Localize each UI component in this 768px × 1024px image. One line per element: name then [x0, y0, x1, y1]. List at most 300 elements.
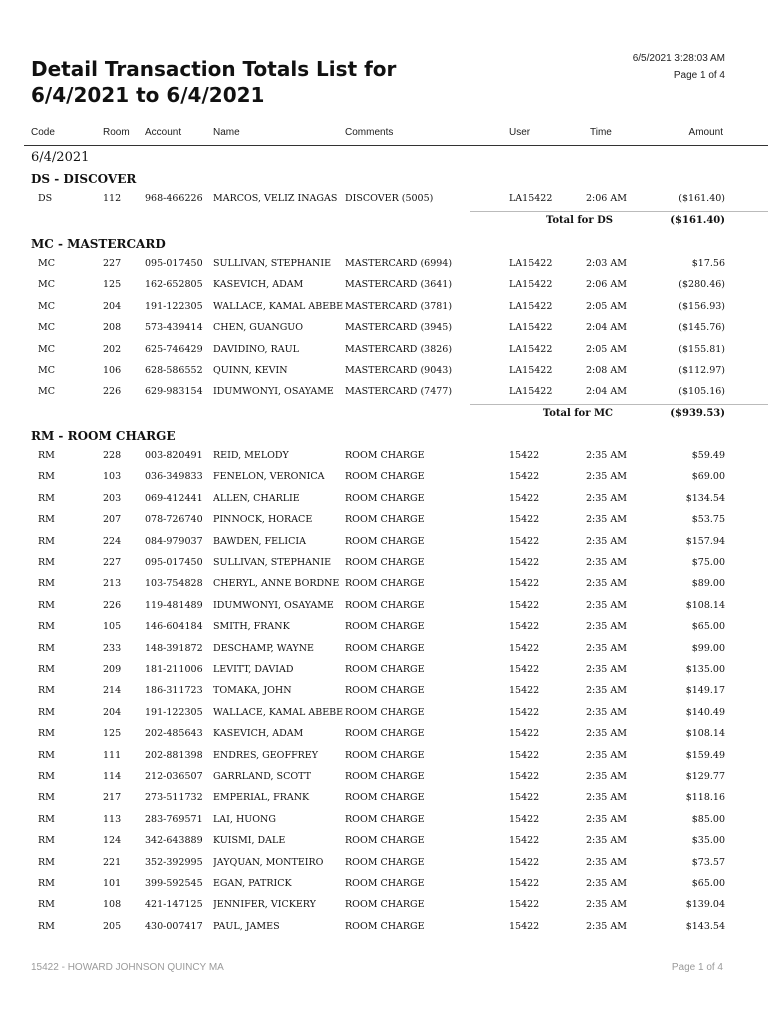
table-row [0, 639, 768, 660]
cell-amount: $140.49 [685, 706, 725, 718]
cell-comments: ROOM CHARGE [345, 920, 425, 932]
cell-amount: $59.49 [691, 450, 725, 461]
cell-user: 15422 [509, 706, 540, 718]
cell-amount: $35.00 [691, 835, 725, 847]
cell-amount: $118.16 [685, 792, 725, 804]
cell-comments: MASTERCARD (3781) [345, 300, 453, 312]
table-row [0, 853, 768, 874]
cell-time: 2:35 AM [586, 749, 627, 761]
cell-account: 103-754828 [145, 578, 203, 590]
cell-user: 15422 [509, 920, 540, 932]
cell-account: 628-586552 [145, 365, 203, 376]
cell-room: 226 [103, 599, 122, 611]
cell-amount: $85.00 [691, 813, 725, 825]
cell-time: 2:35 AM [586, 471, 627, 483]
cell-name: BAWDEN, FELICIA [213, 535, 306, 547]
cell-name: DAVIDINO, RAUL [213, 343, 299, 355]
cell-room: 205 [103, 920, 122, 932]
table-row [0, 297, 768, 318]
cell-user: LA15422 [509, 279, 553, 291]
cell-account: 283-769571 [145, 813, 203, 825]
cell-code: RM [38, 578, 55, 590]
cell-time: 2:35 AM [586, 492, 627, 504]
cell-amount: $134.54 [685, 492, 725, 504]
cell-amount: ($280.46) [678, 279, 725, 291]
cell-name: ALLEN, CHARLIE [213, 492, 300, 504]
cell-room: 204 [103, 300, 122, 312]
cell-name: FENELON, VERONICA [213, 471, 325, 483]
cell-amount: $159.49 [685, 749, 725, 761]
table-row [0, 361, 768, 382]
cell-amount: $108.14 [685, 728, 725, 740]
page-indicator: Page 1 of 4 [673, 70, 725, 81]
report-title-line-1: Detail Transaction Totals List for [31, 57, 397, 81]
table-row [0, 660, 768, 681]
cell-room: 111 [103, 749, 122, 761]
cell-code: RM [38, 557, 55, 568]
cell-time: 2:35 AM [586, 599, 627, 611]
cell-time: 2:05 AM [586, 300, 627, 312]
cell-code: RM [38, 835, 55, 847]
cell-comments: ROOM CHARGE [345, 578, 425, 590]
cell-amount: $135.00 [685, 664, 725, 675]
table-row [0, 874, 768, 895]
cell-user: 15422 [509, 664, 540, 675]
cell-account: 186-311723 [145, 685, 203, 697]
cell-comments: ROOM CHARGE [345, 514, 425, 526]
cell-user: LA15422 [509, 343, 553, 355]
cell-time: 2:08 AM [586, 365, 627, 376]
cell-room: 105 [103, 621, 122, 633]
cell-account: 430-007417 [145, 920, 203, 932]
cell-code: RM [38, 706, 55, 718]
cell-comments: ROOM CHARGE [345, 728, 425, 740]
table-row [0, 831, 768, 852]
cell-comments: ROOM CHARGE [345, 792, 425, 804]
cell-code: RM [38, 749, 55, 761]
cell-user: 15422 [509, 899, 540, 911]
group-title: DS - DISCOVER [31, 172, 137, 186]
cell-name: CHEN, GUANGUO [213, 322, 304, 334]
table-row [0, 767, 768, 788]
cell-time: 2:35 AM [586, 920, 627, 932]
cell-code: MC [38, 300, 55, 312]
cell-amount: ($156.93) [678, 300, 725, 312]
cell-user: LA15422 [509, 365, 553, 376]
cell-name: LAI, HUONG [213, 813, 276, 825]
group-total-row [0, 213, 768, 231]
cell-amount: $129.77 [685, 771, 725, 782]
cell-comments: ROOM CHARGE [345, 599, 425, 611]
cell-comments: ROOM CHARGE [345, 664, 425, 675]
cell-room: 221 [103, 856, 122, 868]
total-divider [470, 211, 768, 212]
cell-name: WALLACE, KAMAL ABEBE [213, 706, 343, 718]
cell-time: 2:35 AM [586, 514, 627, 526]
cell-user: 15422 [509, 856, 540, 868]
cell-room: 108 [103, 899, 122, 911]
cell-account: 968-466226 [145, 193, 203, 204]
total-label: Total for DS [546, 215, 613, 226]
cell-room: 214 [103, 685, 122, 697]
cell-room: 233 [103, 642, 122, 654]
cell-amount: ($155.81) [678, 343, 725, 355]
cell-user: LA15422 [509, 300, 553, 312]
cell-room: 124 [103, 835, 122, 847]
cell-time: 2:35 AM [586, 899, 627, 911]
table-row [0, 510, 768, 531]
cell-room: 204 [103, 706, 122, 718]
cell-account: 146-604184 [145, 621, 203, 633]
cell-account: 191-122305 [145, 706, 203, 718]
cell-comments: ROOM CHARGE [345, 471, 425, 483]
cell-room: 113 [103, 813, 122, 825]
cell-amount: $143.54 [685, 920, 725, 932]
cell-room: 101 [103, 878, 122, 889]
cell-code: RM [38, 920, 55, 932]
cell-code: RM [38, 792, 55, 804]
cell-room: 213 [103, 578, 122, 590]
cell-user: 15422 [509, 878, 540, 889]
cell-account: 181-211006 [145, 664, 203, 675]
cell-time: 2:35 AM [586, 450, 627, 461]
cell-room: 227 [103, 258, 122, 269]
cell-comments: ROOM CHARGE [345, 706, 425, 718]
cell-comments: ROOM CHARGE [345, 771, 425, 782]
column-header-room: Room [103, 127, 130, 138]
cell-account: 212-036507 [145, 771, 203, 782]
cell-code: RM [38, 813, 55, 825]
cell-comments: ROOM CHARGE [345, 899, 425, 911]
cell-code: MC [38, 343, 55, 355]
table-row [0, 810, 768, 831]
cell-user: 15422 [509, 835, 540, 847]
cell-time: 2:06 AM [586, 193, 627, 204]
cell-amount: $157.94 [685, 535, 725, 547]
cell-name: DESCHAMP, WAYNE [213, 642, 314, 654]
group-total-row [0, 406, 768, 424]
cell-amount: $73.57 [691, 856, 725, 868]
cell-name: KASEVICH, ADAM [213, 728, 304, 740]
table-row [0, 318, 768, 339]
table-row [0, 788, 768, 809]
cell-code: RM [38, 685, 55, 697]
cell-room: 203 [103, 492, 122, 504]
cell-amount: $108.14 [685, 599, 725, 611]
cell-code: RM [38, 492, 55, 504]
table-row [0, 617, 768, 638]
table-row [0, 553, 768, 574]
cell-comments: ROOM CHARGE [345, 492, 425, 504]
cell-name: GARRLAND, SCOTT [213, 771, 311, 782]
cell-name: CHERYL, ANNE BORDNE [213, 578, 340, 590]
cell-code: MC [38, 386, 55, 398]
cell-code: RM [38, 899, 55, 911]
cell-code: RM [38, 728, 55, 740]
table-row [0, 489, 768, 510]
cell-account: 202-881398 [145, 749, 203, 761]
table-row [0, 340, 768, 361]
cell-time: 2:35 AM [586, 813, 627, 825]
footer-property: 15422 - HOWARD JOHNSON QUINCY MA [31, 962, 224, 973]
cell-room: 125 [103, 728, 122, 740]
cell-name: TOMAKA, JOHN [213, 685, 292, 697]
cell-user: 15422 [509, 771, 540, 782]
cell-user: 15422 [509, 492, 540, 504]
cell-time: 2:04 AM [586, 386, 627, 398]
group-title: RM - ROOM CHARGE [31, 429, 176, 443]
cell-user: LA15422 [509, 322, 553, 334]
cell-room: 106 [103, 365, 122, 376]
cell-user: 15422 [509, 749, 540, 761]
cell-account: 036-349833 [145, 471, 203, 483]
cell-comments: ROOM CHARGE [345, 749, 425, 761]
cell-name: PAUL, JAMES [213, 920, 280, 932]
cell-amount: $53.75 [691, 514, 725, 526]
cell-room: 217 [103, 792, 122, 804]
cell-comments: ROOM CHARGE [345, 557, 425, 568]
cell-name: JAYQUAN, MONTEIRO [213, 856, 324, 868]
cell-code: MC [38, 322, 55, 334]
column-header-name: Name [213, 127, 240, 138]
cell-comments: MASTERCARD (9043) [345, 365, 453, 376]
cell-comments: ROOM CHARGE [345, 685, 425, 697]
cell-amount: $139.04 [685, 899, 725, 911]
cell-time: 2:35 AM [586, 664, 627, 675]
column-header-time: Time [590, 127, 612, 138]
cell-account: 399-592545 [145, 878, 203, 889]
cell-time: 2:35 AM [586, 706, 627, 718]
cell-account: 162-652805 [145, 279, 203, 291]
cell-code: RM [38, 514, 55, 526]
cell-time: 2:03 AM [586, 258, 627, 269]
cell-room: 114 [103, 771, 122, 782]
cell-time: 2:35 AM [586, 578, 627, 590]
total-amount: ($939.53) [670, 408, 725, 419]
cell-account: 069-412441 [145, 492, 203, 504]
cell-comments: MASTERCARD (3826) [345, 343, 453, 355]
cell-account: 119-481489 [145, 599, 203, 611]
cell-name: LEVITT, DAVIAD [213, 664, 294, 675]
cell-room: 207 [103, 514, 122, 526]
cell-name: MARCOS, VELIZ INAGAS [213, 193, 338, 204]
table-row [0, 574, 768, 595]
column-header-account: Account [145, 127, 182, 138]
cell-account: 573-439414 [145, 322, 203, 334]
table-row [0, 724, 768, 745]
cell-amount: $89.00 [691, 578, 725, 590]
cell-room: 226 [103, 386, 122, 398]
column-header-code: Code [31, 127, 55, 138]
cell-time: 2:35 AM [586, 835, 627, 847]
cell-amount: ($112.97) [678, 365, 725, 376]
cell-name: EGAN, PATRICK [213, 878, 292, 889]
cell-user: 15422 [509, 792, 540, 804]
cell-account: 095-017450 [145, 557, 203, 568]
cell-account: 084-979037 [145, 535, 203, 547]
cell-account: 095-017450 [145, 258, 203, 269]
cell-amount: $65.00 [691, 621, 725, 633]
cell-room: 227 [103, 557, 122, 568]
cell-name: IDUMWONYI, OSAYAME [213, 386, 334, 398]
cell-room: 209 [103, 664, 122, 675]
cell-account: 273-511732 [145, 792, 203, 804]
cell-name: JENNIFER, VICKERY [213, 899, 316, 911]
cell-comments: ROOM CHARGE [345, 450, 425, 461]
cell-user: LA15422 [509, 258, 553, 269]
table-row [0, 382, 768, 403]
cell-code: RM [38, 856, 55, 868]
cell-code: RM [38, 599, 55, 611]
cell-code: RM [38, 471, 55, 483]
cell-user: 15422 [509, 471, 540, 483]
cell-account: 003-820491 [145, 450, 203, 461]
cell-name: REID, MELODY [213, 450, 289, 461]
table-row [0, 467, 768, 488]
cell-amount: $17.56 [691, 258, 725, 269]
cell-amount: ($161.40) [678, 193, 725, 204]
cell-user: 15422 [509, 514, 540, 526]
cell-room: 103 [103, 471, 122, 483]
cell-time: 2:35 AM [586, 685, 627, 697]
cell-code: DS [38, 193, 53, 204]
table-row [0, 275, 768, 296]
cell-account: 352-392995 [145, 856, 203, 868]
total-divider [470, 404, 768, 405]
cell-user: 15422 [509, 621, 540, 633]
cell-comments: ROOM CHARGE [345, 856, 425, 868]
cell-comments: MASTERCARD (3641) [345, 279, 453, 291]
cell-comments: MASTERCARD (3945) [345, 322, 453, 334]
cell-account: 148-391872 [145, 642, 203, 654]
cell-comments: ROOM CHARGE [345, 621, 425, 633]
table-row [0, 703, 768, 724]
cell-name: SMITH, FRANK [213, 621, 290, 633]
cell-name: WALLACE, KAMAL ABEBE [213, 300, 343, 312]
cell-code: RM [38, 535, 55, 547]
cell-user: 15422 [509, 557, 540, 568]
cell-account: 625-746429 [145, 343, 203, 355]
cell-account: 191-122305 [145, 300, 203, 312]
cell-amount: $75.00 [691, 557, 725, 568]
cell-time: 2:04 AM [586, 322, 627, 334]
cell-user: 15422 [509, 599, 540, 611]
cell-time: 2:05 AM [586, 343, 627, 355]
column-header-comments: Comments [345, 127, 394, 138]
cell-amount: $149.17 [685, 685, 725, 697]
cell-account: 078-726740 [145, 514, 203, 526]
cell-user: LA15422 [509, 386, 553, 398]
cell-comments: DISCOVER (5005) [345, 193, 434, 204]
cell-time: 2:35 AM [586, 642, 627, 654]
cell-account: 629-983154 [145, 386, 203, 398]
cell-time: 2:06 AM [586, 279, 627, 291]
cell-code: RM [38, 621, 55, 633]
column-header-user: User [509, 127, 531, 138]
cell-user: LA15422 [509, 193, 553, 204]
date-group-header: 6/4/2021 [31, 150, 90, 165]
footer-page-indicator: Page 1 of 4 [671, 962, 723, 973]
cell-room: 125 [103, 279, 122, 291]
column-header-amount: Amount [688, 127, 723, 138]
cell-time: 2:35 AM [586, 792, 627, 804]
cell-room: 202 [103, 343, 122, 355]
cell-user: 15422 [509, 728, 540, 740]
cell-comments: ROOM CHARGE [345, 813, 425, 825]
cell-code: RM [38, 664, 55, 675]
cell-comments: MASTERCARD (7477) [345, 386, 453, 398]
cell-time: 2:35 AM [586, 728, 627, 740]
cell-user: 15422 [509, 578, 540, 590]
cell-comments: ROOM CHARGE [345, 835, 425, 847]
cell-account: 342-643889 [145, 835, 203, 847]
table-row [0, 189, 768, 210]
cell-name: KUISMI, DALE [213, 835, 286, 847]
cell-user: 15422 [509, 813, 540, 825]
total-amount: ($161.40) [670, 215, 725, 226]
cell-account: 202-485643 [145, 728, 203, 740]
cell-time: 2:35 AM [586, 535, 627, 547]
cell-room: 224 [103, 535, 122, 547]
cell-code: RM [38, 771, 55, 782]
table-row [0, 895, 768, 916]
cell-time: 2:35 AM [586, 621, 627, 633]
cell-name: SULLIVAN, STEPHANIE [213, 557, 332, 568]
cell-amount: ($105.16) [678, 386, 725, 398]
cell-name: PINNOCK, HORACE [213, 514, 313, 526]
cell-time: 2:35 AM [586, 878, 627, 889]
cell-code: MC [38, 279, 55, 291]
cell-amount: $65.00 [691, 878, 725, 889]
table-row [0, 746, 768, 767]
cell-name: QUINN, KEVIN [213, 365, 288, 376]
cell-room: 208 [103, 322, 122, 334]
table-row [0, 596, 768, 617]
cell-comments: ROOM CHARGE [345, 642, 425, 654]
cell-amount: $69.00 [691, 471, 725, 483]
group-title: MC - MASTERCARD [31, 237, 166, 251]
cell-amount: $99.00 [691, 642, 725, 654]
cell-user: 15422 [509, 450, 540, 461]
cell-code: MC [38, 258, 55, 269]
cell-user: 15422 [509, 685, 540, 697]
cell-name: ENDRES, GEOFFREY [213, 749, 319, 761]
cell-comments: ROOM CHARGE [345, 878, 425, 889]
cell-time: 2:35 AM [586, 557, 627, 568]
report-title-line-2: 6/4/2021 to 6/4/2021 [31, 83, 265, 107]
table-row [0, 917, 768, 938]
cell-time: 2:35 AM [586, 856, 627, 868]
cell-room: 112 [103, 193, 122, 204]
total-label: Total for MC [542, 408, 613, 419]
cell-user: 15422 [509, 535, 540, 547]
cell-code: MC [38, 365, 55, 376]
cell-room: 228 [103, 450, 122, 461]
cell-name: EMPERIAL, FRANK [213, 792, 310, 804]
cell-account: 421-147125 [145, 899, 203, 911]
cell-name: SULLIVAN, STEPHANIE [213, 258, 332, 269]
cell-time: 2:35 AM [586, 771, 627, 782]
cell-comments: ROOM CHARGE [345, 535, 425, 547]
cell-amount: ($145.76) [678, 322, 725, 334]
cell-name: KASEVICH, ADAM [213, 279, 304, 291]
cell-user: 15422 [509, 642, 540, 654]
table-row [0, 532, 768, 553]
table-row [0, 446, 768, 467]
table-row [0, 254, 768, 275]
cell-code: RM [38, 450, 55, 461]
table-row [0, 681, 768, 702]
